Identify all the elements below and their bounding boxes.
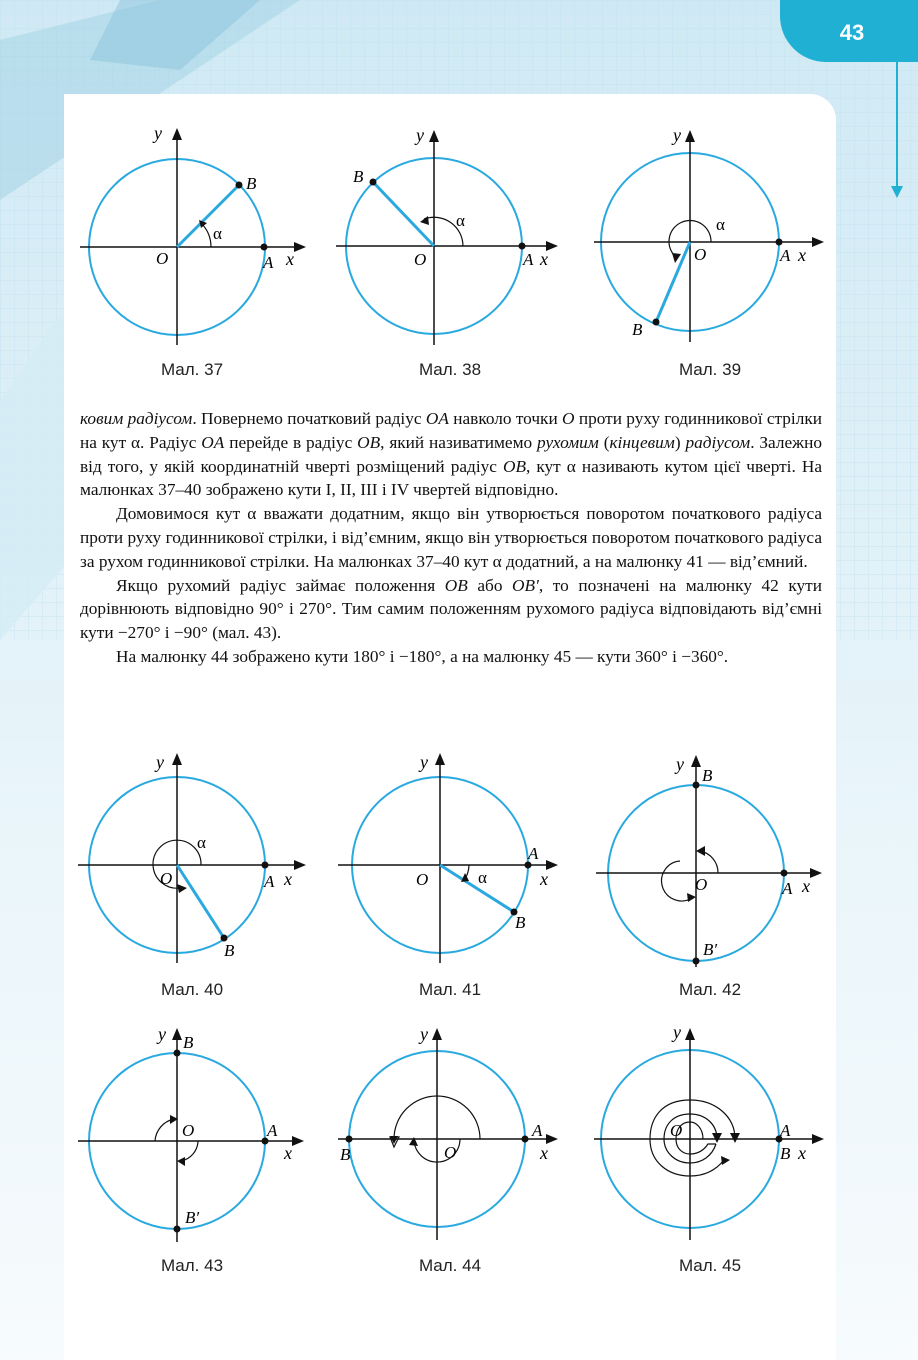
y-label: y [673, 1022, 681, 1042]
figure-39 [590, 120, 840, 350]
y-label: y [420, 752, 428, 772]
angle-label: α [456, 211, 465, 230]
body-text [80, 407, 822, 669]
point-b-label: B [702, 766, 713, 785]
angle-label: α [716, 215, 725, 234]
point-a-label: A [267, 1121, 278, 1140]
x-label: x [540, 249, 548, 269]
origin-label: O [444, 1143, 457, 1162]
paragraph-4: На малюнку 44 зображено кути 180° і −180°, а на малюнку 45 — кути 360° і −360°. [116, 646, 729, 666]
figure-43 [70, 1020, 320, 1250]
paragraph-2: Домовимося кут α вважати додатним, якщо він утворюється поворотом початкового радіуса проти руху годинникової стрілки, і від’ємним, якщо він утворюється поворотом початкового радіуса за рухом годинникової стрілки. На малюнках 37–40 кут α додатний, а на малюнку 41 — від’ємний. [80, 504, 822, 571]
caption-45: Мал. 45 [678, 1256, 742, 1275]
figure-40 [70, 745, 320, 975]
point-a-label: A [528, 844, 539, 863]
figure-41 [328, 745, 578, 975]
point-b-prime-label: B′ [703, 940, 718, 959]
paragraph-1: ковим радіусом. Повернемо початковий радіус OA навколо точки O проти руху годинникової стрілки на кут α. Радіус OA перейде в радіус OB, який називатимемо рухомим (кінцевим) радіусом. Залежно від того, у якій координатній чверті розміщений радіус OB, кут α називають кутом цієї чверті. На малюнках 37–40 зображено кути I, II, III і IV чвертей відповідно. [80, 409, 822, 500]
paragraph-3: Якщо рухомий радіус займає положення OB або OB′, то позначені на малюнку 42 кути дорівнюють відповідно 90° і 270°. Тим самим положенням рухомого радіуса відповідають від’ємні кути −270° і −90° (мал. 43). [80, 575, 822, 643]
caption-39: Мал. 39 [678, 360, 742, 379]
y-label: y [154, 123, 162, 143]
origin-label: O [414, 250, 427, 269]
point-b-label: B [224, 941, 235, 960]
caption-40: Мал. 40 [160, 980, 224, 999]
point-a-label: A [532, 1121, 543, 1140]
y-label: y [416, 125, 424, 145]
origin-label: O [182, 1121, 195, 1140]
angle-label: α [478, 868, 487, 887]
point-b-label: B [353, 167, 364, 186]
point-a-label: A [523, 250, 534, 269]
origin-label: O [156, 249, 169, 268]
figure-37 [70, 120, 320, 350]
point-a-label: A [782, 879, 793, 898]
figure-42 [590, 745, 840, 975]
x-label: x [286, 249, 294, 269]
point-b-label: B [780, 1144, 791, 1163]
x-label: x [802, 876, 810, 896]
x-label: x [284, 869, 292, 889]
point-b-label: B [183, 1033, 194, 1052]
angle-label: α [197, 833, 206, 852]
y-label: y [420, 1024, 428, 1044]
origin-label: O [694, 245, 707, 264]
point-b-label: B [340, 1145, 351, 1164]
figure-45 [590, 1020, 840, 1250]
x-label: x [798, 245, 806, 265]
caption-43: Мал. 43 [160, 1256, 224, 1275]
origin-label: O [416, 870, 429, 889]
x-label: x [798, 1143, 806, 1163]
origin-label: O [160, 869, 173, 888]
x-label: x [540, 869, 548, 889]
caption-41: Мал. 41 [418, 980, 482, 999]
caption-44: Мал. 44 [418, 1256, 482, 1275]
caption-42: Мал. 42 [678, 980, 742, 999]
point-b-label: B [246, 174, 257, 193]
angle-label: α [213, 224, 222, 243]
y-label: y [673, 125, 681, 145]
caption-38: Мал. 38 [418, 360, 482, 379]
y-label: y [676, 754, 684, 774]
origin-label: O [670, 1121, 683, 1140]
origin-label: O [695, 875, 708, 894]
point-b-label: B [632, 320, 643, 339]
x-label: x [540, 1143, 548, 1163]
page-number: 43 [839, 20, 865, 45]
point-b-label: B [515, 913, 526, 932]
figure-44 [328, 1020, 578, 1250]
x-label: x [284, 1143, 292, 1163]
point-b-prime-label: B′ [185, 1208, 200, 1227]
point-a-label: A [263, 253, 274, 272]
y-label: y [158, 1024, 166, 1044]
point-a-label: A [780, 1121, 791, 1140]
figure-38 [328, 120, 578, 350]
point-a-label: A [780, 246, 791, 265]
caption-37: Мал. 37 [160, 360, 224, 379]
y-label: y [156, 752, 164, 772]
point-a-label: A [264, 872, 275, 891]
